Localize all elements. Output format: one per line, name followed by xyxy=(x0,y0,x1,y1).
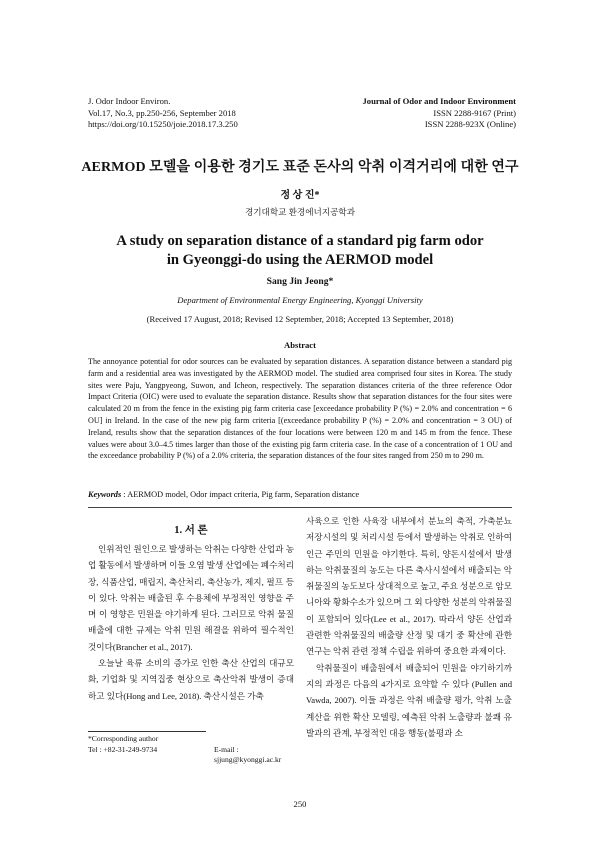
abstract-divider xyxy=(88,507,512,508)
volume-info: Vol.17, No.3, pp.250-256, September 2018 xyxy=(88,107,236,118)
body-paragraph: 오늘날 육류 소비의 증가로 인한 축산 산업의 대규모화, 기업화 및 지역집중 현상으로 축산악취 발생이 증대하고 있다(Hong and Lee, 2018). 축산시설은 가축 xyxy=(88,658,294,701)
english-affiliation: Department of Environmental Energy Engineering, Kyonggi University xyxy=(177,295,423,305)
journal-header-right xyxy=(362,96,516,131)
journal-name: Journal of Odor and Indoor Environment xyxy=(362,96,516,106)
footnote-label: *Corresponding author xyxy=(88,734,159,743)
english-title-line-1: A study on separation distance of a standard pig farm odor xyxy=(116,233,484,249)
footnote-email[interactable]: E-mail : sjjung@kyonggi.ac.kr xyxy=(214,744,282,764)
abstract-text: The annoyance potential for odor sources can be evaluated by separation distances. A separation distance between a standard pig farm and a residential area was investigated by the AERMOD model. The studied area comprised four sites in Korea. The study sites were Paju, Yangpyeong, Suwon, and Icheon, respectively. The separation distances criteria of the three reference Odor Impact Criteria (OIC) were used to evaluate the separation distance. Results show that separation distances for the four sites were calculated 20 m from the fence in the existing pig farm criteria case [exceedance probability P (%) = 2.0% and concentration = 6 OU] in Ireland. In the case of the new pig farm criteria [(exceedance probability P (%) = 2.0% and concentration = 3 OU) of Ireland, results show that the separation distances of the four locations were between 120 m and 145 m from the fence. These values were about 3.0–4.5 times larger than those of the existing pig farm criteria case. In the case of a concentration of 1 OU and the exceedance probability P (%) of a 2.0% criteria, the separation distances of the four sites ranged from 250 m to 290 m. xyxy=(88,357,512,461)
english-title-line-2: in Gyeonggi-do using the AERMOD model xyxy=(166,251,434,268)
korean-title: AERMOD 모델을 이용한 경기도 표준 돈사의 악취 이격거리에 대한 연구 xyxy=(81,160,519,175)
body-paragraph: 사육으로 인한 사육장 내부에서 분뇨의 축적, 가축분뇨 저장시설의 및 처리시설 등에서 발생하는 악취로 인하여 인근 주민의 민원을 야기한다. 특히, 양돈시설에서 발생하는 악취물질의 농도는 다른 축사시설에서 배출되는 악취물질의 농도보다 상대적으로 높고, 주요 성분으로 암모니아와 황화수소가 있으며 그 외 다양한 성분의 악취물질이 포함되어 있다(Lee et al., 2017). 따라서 양돈 산업과 관련한 악취물질의 배출량 산정 및 대기 중 확산에 관한 연구는 악취 관련 정책 수립을 위하여 중요한 과제이다. xyxy=(306,516,512,657)
keywords-label: Keywords xyxy=(88,490,122,499)
left-column xyxy=(88,541,294,704)
korean-author: 정 상 진* xyxy=(280,190,320,201)
body-paragraph: 인위적인 원인으로 발생하는 악취는 다양한 산업과 농업 활동에서 발생하며 이들 오염 발생 산업에는 폐수처리장, 식품산업, 매립지, 축산처리, 축산농가, 제지, 펄프 등이 있다. 악취는 배출된 후 수용체에 부정적인 영향을 주며 이 영향은 민원을 야기하게 된다. 그러므로 악취 물질 배출에 대한 규제는 악취 민원 해결을 위하여 필수적인 것이다(Brancher et al., 2017). xyxy=(88,544,294,652)
received-dates: (Received 17 August, 2018; Revised 12 September, 2018; Accepted 13 September, 2018) xyxy=(146,314,454,324)
journal-header-left xyxy=(88,96,238,131)
body-paragraph: 악취물질이 배출원에서 배출되어 민원을 야기하기까지의 과정은 다음의 4가지로 요약할 수 있다 (Pullen and Vawda, 2007). 이들 과정은 악취 배출량 평가, 악취 노출 계산을 위한 확산 모델링, 예측된 악취 노출량과 불쾌 유발과의 관계, 부정적인 대응 행동(불평과 소 xyxy=(306,662,512,738)
footnote-tel: Tel : +82-31-249-9734 xyxy=(88,744,158,754)
doi-link[interactable]: https://doi.org/10.15250/joie.2018.17.3.250 xyxy=(88,119,238,129)
english-title xyxy=(0,232,600,269)
abstract-heading: Abstract xyxy=(284,340,316,350)
keywords xyxy=(88,490,518,499)
footnote-divider xyxy=(88,731,206,732)
issn-print: ISSN 2288-9167 (Print) xyxy=(433,107,516,118)
right-column xyxy=(306,513,512,741)
page-number: 250 xyxy=(293,799,307,809)
korean-affiliation: 경기대학교 환경에너지공학과 xyxy=(244,207,356,217)
english-author: Sang Jin Jeong* xyxy=(266,276,334,287)
issn-online: ISSN 2288-923X (Online) xyxy=(424,119,516,129)
footnote xyxy=(88,734,298,764)
keywords-list: : AERMOD model, Odor impact criteria, Pig farm, Separation distance xyxy=(123,490,360,499)
section-heading-introduction: 1. 서 론 xyxy=(174,525,208,536)
journal-abbreviation: J. Odor Indoor Environ. xyxy=(88,96,171,106)
